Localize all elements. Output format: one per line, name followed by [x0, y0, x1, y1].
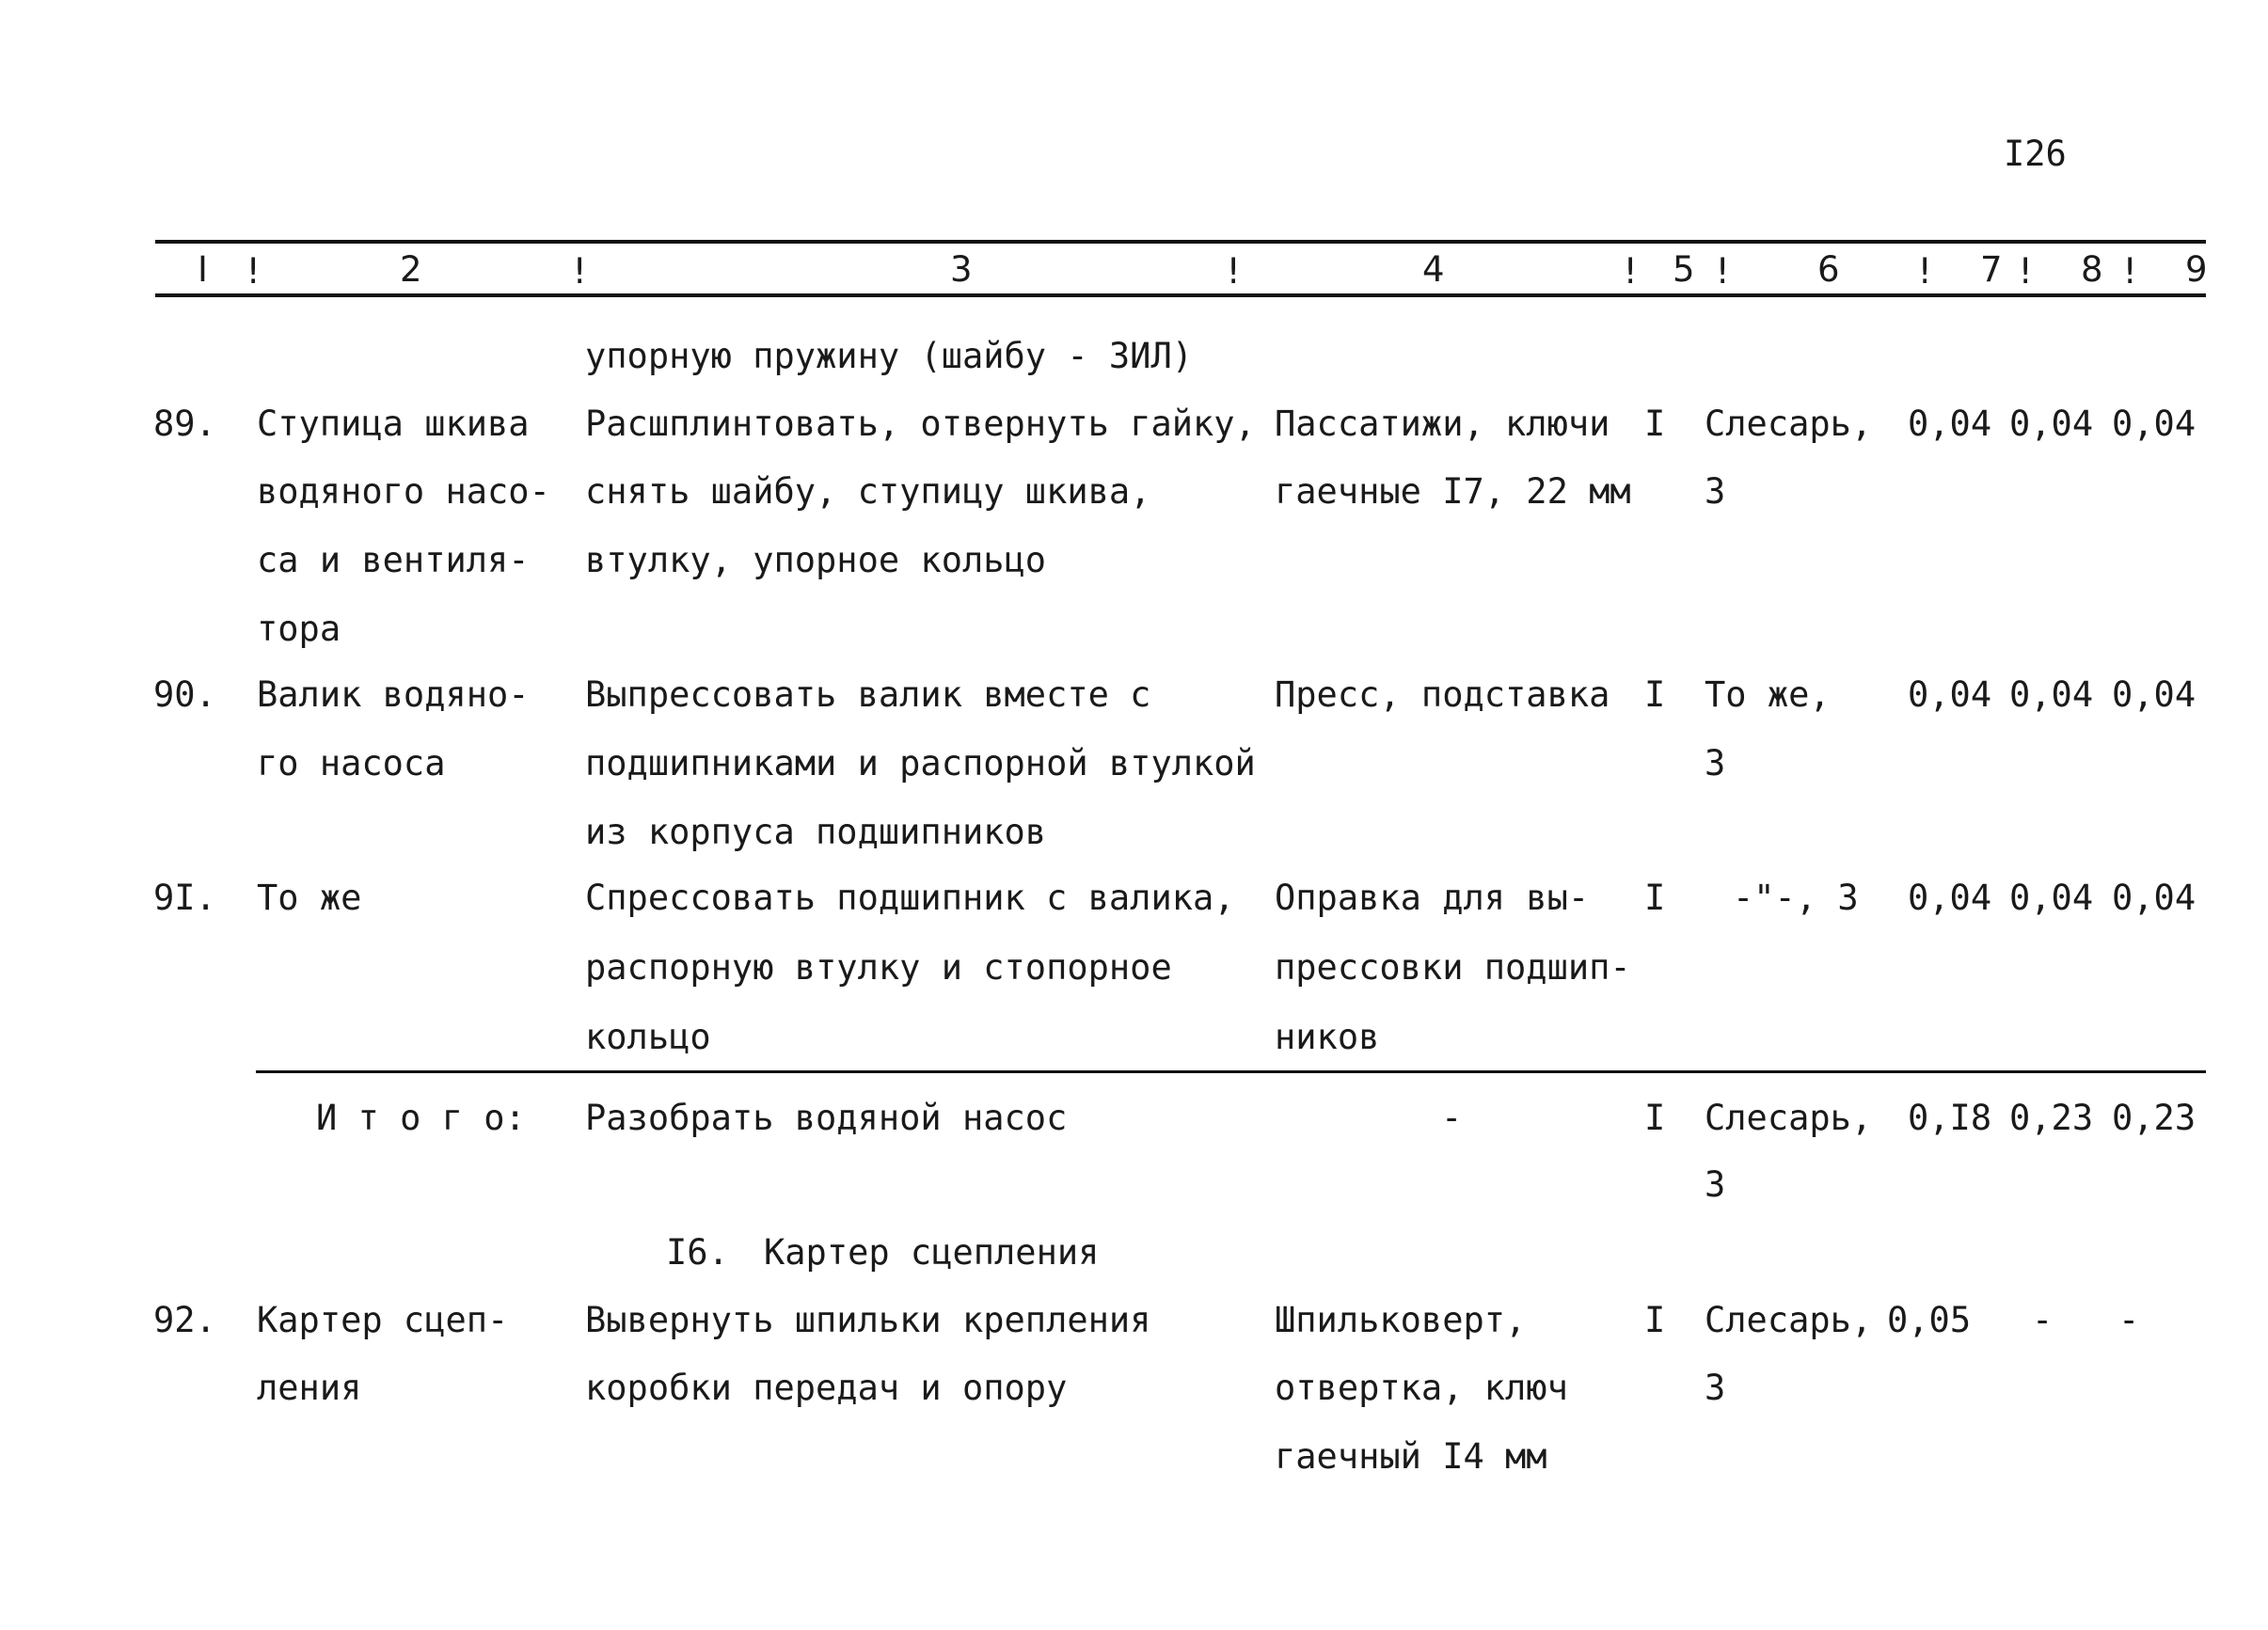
- operation-text: Расшплинтовать, отвернуть гайку,: [585, 404, 1256, 444]
- operation-text: Выпрессовать валик вместе с: [585, 674, 1151, 715]
- col-3-label: 3: [950, 249, 973, 290]
- tools-text: гаечные I7, 22 мм: [1275, 471, 1631, 512]
- tools-text: Оправка для вы-: [1275, 878, 1590, 918]
- page-number: I26: [2004, 134, 2067, 174]
- col-separator: !: [1712, 251, 1734, 292]
- col-6-label: 6: [1817, 249, 1840, 290]
- section-title: Картер сцепления: [764, 1232, 1100, 1273]
- tools-text: -: [1441, 1098, 1463, 1138]
- workers-count: I: [1644, 404, 1666, 444]
- col-separator: !: [1914, 251, 1936, 292]
- time-col8: 0,04: [2009, 674, 2094, 715]
- tools-text: Пассатижи, ключи: [1275, 404, 1610, 444]
- part-name: Валик водяно-: [257, 674, 530, 715]
- row-number: 90.: [153, 674, 216, 715]
- tools-text: гаечный I4 мм: [1275, 1436, 1547, 1477]
- part-name: го насоса: [257, 743, 446, 783]
- time-col7: 0,04: [1908, 878, 1992, 918]
- tools-text: Шпильковерт,: [1275, 1300, 1527, 1340]
- part-name: тора: [257, 609, 341, 649]
- col-separator: !: [1223, 251, 1245, 292]
- profession-text: 3: [1705, 1164, 1726, 1205]
- operation-text: кольцо: [585, 1017, 711, 1057]
- part-name: ления: [257, 1368, 362, 1408]
- time-col9: 0,04: [2112, 404, 2197, 444]
- section-number: I6.: [666, 1232, 729, 1273]
- time-col7: 0,05: [1887, 1300, 1972, 1340]
- col-separator: !: [1620, 251, 1642, 292]
- col-5-label: 5: [1673, 249, 1695, 290]
- profession-text: 3: [1705, 1368, 1726, 1408]
- operation-text: снять шайбу, ступицу шкива,: [585, 471, 1151, 512]
- time-col8: 0,04: [2009, 404, 2094, 444]
- total-rule: [256, 1070, 2206, 1073]
- operation-text: распорную втулку и стопорное: [585, 947, 1172, 988]
- col-1-label: I: [198, 249, 208, 290]
- col-2-label: 2: [400, 249, 422, 290]
- operation-text: втулку, упорное кольцо: [585, 540, 1047, 580]
- part-name: водяного насо-: [257, 471, 550, 512]
- operation-text: Разобрать водяной насос: [585, 1098, 1068, 1138]
- time-col9: 0,23: [2112, 1098, 2197, 1138]
- header-bottom-rule: [155, 293, 2206, 297]
- part-name: Картер сцеп-: [257, 1300, 509, 1340]
- profession-text: -"-, 3: [1733, 878, 1859, 918]
- operation-text: коробки передач и опору: [585, 1368, 1068, 1408]
- col-separator: !: [2119, 251, 2141, 292]
- part-name: са и вентиля-: [257, 540, 530, 580]
- time-col7: 0,04: [1908, 674, 1992, 715]
- profession-text: Слесарь,: [1705, 1098, 1873, 1138]
- tools-text: прессовки подшип-: [1275, 947, 1631, 988]
- workers-count: I: [1644, 1300, 1666, 1340]
- operation-text: подшипниками и распорной втулкой: [585, 743, 1256, 783]
- time-col7: 0,I8: [1908, 1098, 1992, 1138]
- total-label: И т о г о:: [316, 1098, 526, 1138]
- col-7-label: 7: [1980, 249, 2003, 290]
- time-col7: 0,04: [1908, 404, 1992, 444]
- time-col8: 0,04: [2009, 878, 2094, 918]
- profession-text: Слесарь,: [1705, 1300, 1873, 1340]
- row-number: 92.: [153, 1300, 216, 1340]
- col-9-label: 9: [2185, 249, 2208, 290]
- operation-text: Вывернуть шпильки крепления: [585, 1300, 1151, 1340]
- profession-text: Слесарь,: [1705, 404, 1873, 444]
- workers-count: I: [1644, 1098, 1666, 1138]
- tools-text: Пресс, подставка: [1275, 674, 1610, 715]
- time-col8: 0,23: [2009, 1098, 2094, 1138]
- header-top-rule: [155, 240, 2206, 244]
- profession-text: То же,: [1705, 674, 1831, 715]
- continuation-text: упорную пружину (шайбу - ЗИЛ): [585, 336, 1194, 376]
- workers-count: I: [1644, 674, 1666, 715]
- time-col8: -: [2032, 1300, 2054, 1340]
- tools-text: отвертка, ключ: [1275, 1368, 1568, 1408]
- operation-text: Спрессовать подшипник с валика,: [585, 878, 1235, 918]
- time-col9: 0,04: [2112, 878, 2197, 918]
- time-col9: 0,04: [2112, 674, 2197, 715]
- row-number: 9I.: [153, 878, 216, 918]
- col-separator: !: [2015, 251, 2037, 292]
- profession-text: 3: [1705, 743, 1726, 783]
- col-separator: !: [569, 251, 591, 292]
- profession-text: 3: [1705, 471, 1726, 512]
- tools-text: ников: [1275, 1017, 1380, 1057]
- time-col9: -: [2118, 1300, 2140, 1340]
- col-separator: !: [243, 251, 264, 292]
- operation-text: из корпуса подшипников: [585, 812, 1047, 852]
- workers-count: I: [1644, 878, 1666, 918]
- col-8-label: 8: [2081, 249, 2103, 290]
- row-number: 89.: [153, 404, 216, 444]
- part-name: То же: [257, 878, 362, 918]
- col-4-label: 4: [1422, 249, 1445, 290]
- part-name: Ступица шкива: [257, 404, 530, 444]
